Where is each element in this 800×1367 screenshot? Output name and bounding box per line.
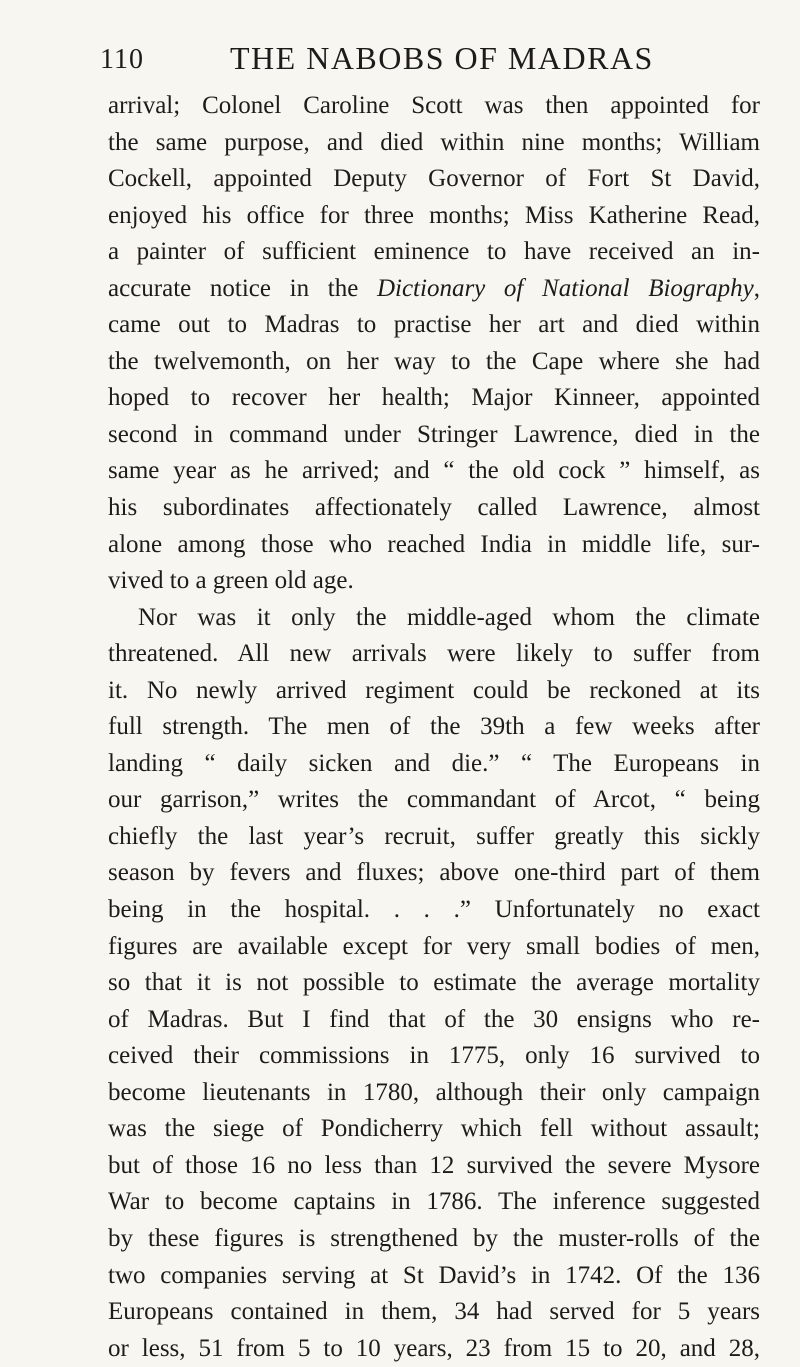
text-line: figures are available except for very small bodies of men, bbox=[108, 932, 760, 960]
text-line: second in command under Stringer Lawrence, died in the bbox=[108, 420, 760, 448]
text-line: arrival; Colonel Caroline Scott was then appointed for bbox=[108, 92, 760, 119]
text-line: landing “ daily sicken and die.” “ The Europeans in bbox=[108, 749, 760, 777]
text-line: was the siege of Pondicherry which fell without assault; bbox=[108, 1115, 760, 1143]
paragraph-end-line: vived to a green old age. bbox=[108, 567, 354, 595]
text-line: hoped to recover her health; Major Kinneer, appointed bbox=[108, 384, 760, 412]
text-line: two companies serving at St David’s in 1742. Of the 136 bbox=[108, 1261, 760, 1289]
text-line: so that it is not possible to estimate the average mortality bbox=[108, 969, 760, 997]
text-line: his subordinates affectionately called Lawrence, almost bbox=[108, 494, 760, 522]
italic-book-title: Dictionary of National Biography bbox=[376, 274, 754, 302]
text-line: the twelvemonth, on her way to the Cape where she had bbox=[108, 347, 760, 375]
text-line: or less, 51 from 5 to 10 years, 23 from 15 to 20, and 28, bbox=[108, 1334, 760, 1362]
running-head bbox=[100, 40, 760, 84]
text-line: ceived their commissions in 1775, only 16 survived to bbox=[108, 1042, 760, 1070]
text-line: came out to Madras to practise her art and died within bbox=[108, 311, 760, 339]
page-number: 110 bbox=[100, 44, 144, 75]
text-line: it. No newly arrived regiment could be reckoned at its bbox=[108, 676, 760, 704]
text-line: full strength. The men of the 39th a few weeks after bbox=[108, 713, 760, 741]
text-line: threatened. All new arrivals were likely to suffer from bbox=[108, 640, 760, 668]
text-line: Europeans contained in them, 34 had served for 5 years bbox=[108, 1298, 760, 1326]
text-line: alone among those who reached India in middle life, sur- bbox=[108, 530, 760, 558]
text-line: of Madras. But I find that of the 30 ensigns who re- bbox=[108, 1005, 760, 1033]
text-line: become lieutenants in 1780, although their only campaign bbox=[108, 1078, 760, 1106]
text-line: a painter of sufficient eminence to have received an in- bbox=[108, 238, 760, 266]
text-line: the same purpose, and died within nine months; William bbox=[108, 128, 760, 156]
text-line: our garrison,” writes the commandant of Arcot, “ being bbox=[108, 786, 760, 814]
text-line: War to become captains in 1786. The inference suggested bbox=[108, 1188, 760, 1216]
text-line: enjoyed his office for three months; Miss Katherine Read, bbox=[108, 201, 760, 229]
text-line: by these figures is strengthened by the muster-rolls of the bbox=[108, 1224, 760, 1252]
text-segment: accurate notice in the bbox=[108, 274, 377, 302]
body-text bbox=[108, 88, 760, 1367]
text-line: but of those 16 no less than 12 survived the severe Mysore bbox=[108, 1151, 760, 1179]
text-line: same year as he arrived; and “ the old cock ” himself, as bbox=[108, 457, 760, 485]
paragraph-start-line: Nor was it only the middle-aged whom the climate bbox=[138, 603, 760, 631]
text-line: chiefly the last year’s recruit, suffer greatly this sickly bbox=[108, 822, 760, 850]
text-line: Cockell, appointed Deputy Governor of Fort St David, bbox=[108, 165, 760, 193]
running-title: THE NABOBS OF MADRAS bbox=[230, 40, 654, 76]
text-segment: , bbox=[753, 274, 760, 302]
text-line: being in the hospital. . . .” Unfortunately no exact bbox=[108, 896, 760, 924]
text-line bbox=[108, 271, 760, 308]
text-line: season by fevers and fluxes; above one-third part of them bbox=[108, 859, 760, 887]
